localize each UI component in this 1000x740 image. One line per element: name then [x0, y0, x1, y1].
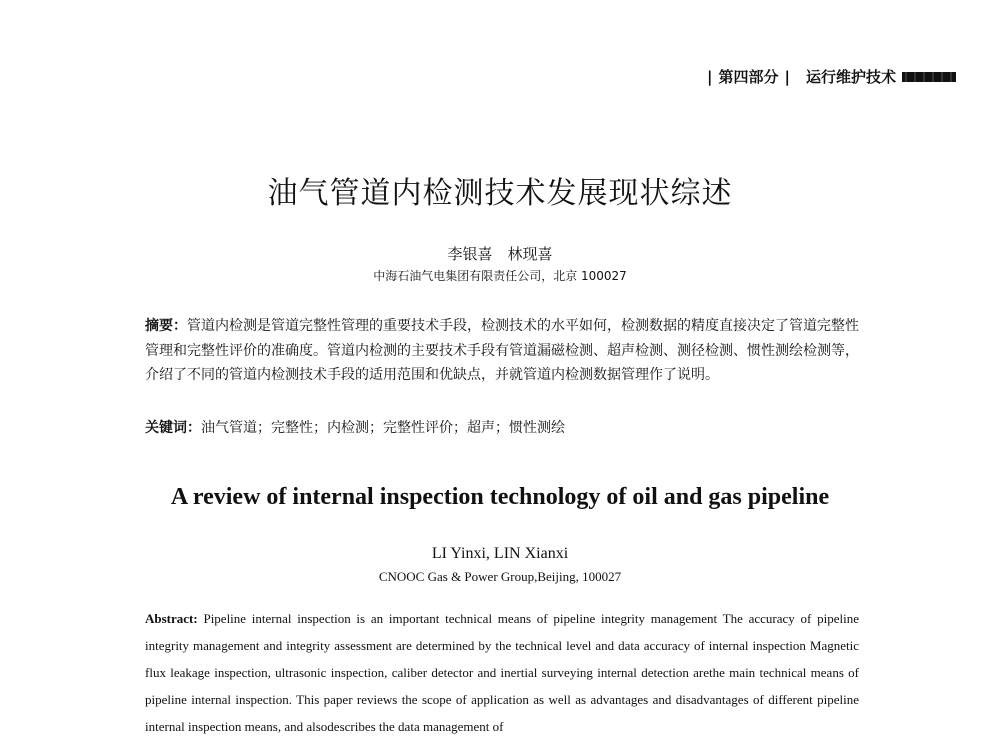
header-topic-label: 运行维护技术 [805, 68, 896, 86]
english-abstract-label: Abstract: [145, 611, 198, 626]
english-authors: LI Yinxi, LIN Xianxi [431, 545, 569, 562]
english-affiliation: CNOOC Gas & Power Group,Beijing, 100027 [378, 569, 622, 584]
header-separator: | [707, 67, 713, 86]
chinese-abstract-text: 管道内检测是管道完整性管理的重要技术手段，检测技术的水平如何，检测数据的精度直接决定了管道完整性管理和完整性评价的准确度。管道内检测的主要技术手段有管道漏磁检测、超声检测、测径检测、惯性测绘检测等，介绍了不同的管道内检测技术手段的适用范围和优缺点，并就管道内检测数据管理作了说明。 [145, 318, 859, 383]
chinese-authors: 李银喜 林现喜 [447, 245, 553, 263]
english-abstract-text: Pipeline internal inspection is an important technical means of pipeline integrity management The accuracy of pipeline integrity management and integrity assessment are determined by the technical level and data accuracy of internal inspection Magnetic flux leakage inspection, ultrasonic inspection, caliber detector and inertial surveying internal detection arethe main technical means of pipeline internal inspection. This paper reviews the scope of application as well as advantages and disadvantages of different pipeline internal inspection means, and alsodescribes the data management of [145, 611, 859, 734]
header-section-label: 第四部分 [718, 68, 779, 86]
chinese-abstract-label: 摘要： [145, 318, 187, 334]
chinese-abstract [145, 314, 859, 388]
chinese-affiliation: 中海石油气电集团有限责任公司，北京 100027 [373, 269, 627, 283]
running-header [701, 66, 956, 87]
english-title: A review of internal inspection technology of oil and gas pipeline [170, 484, 830, 510]
chinese-title: 油气管道内检测技术发展现状综述 [267, 176, 733, 211]
chinese-keywords-label: 关键词： [145, 420, 201, 436]
chinese-keywords [145, 417, 859, 439]
chinese-keywords-text: 油气管道；完整性；内检测；完整性评价；超声；惯性测绘 [201, 420, 565, 436]
header-separator: | [784, 67, 790, 86]
header-decoration-bar [902, 72, 956, 82]
english-abstract [145, 605, 859, 740]
